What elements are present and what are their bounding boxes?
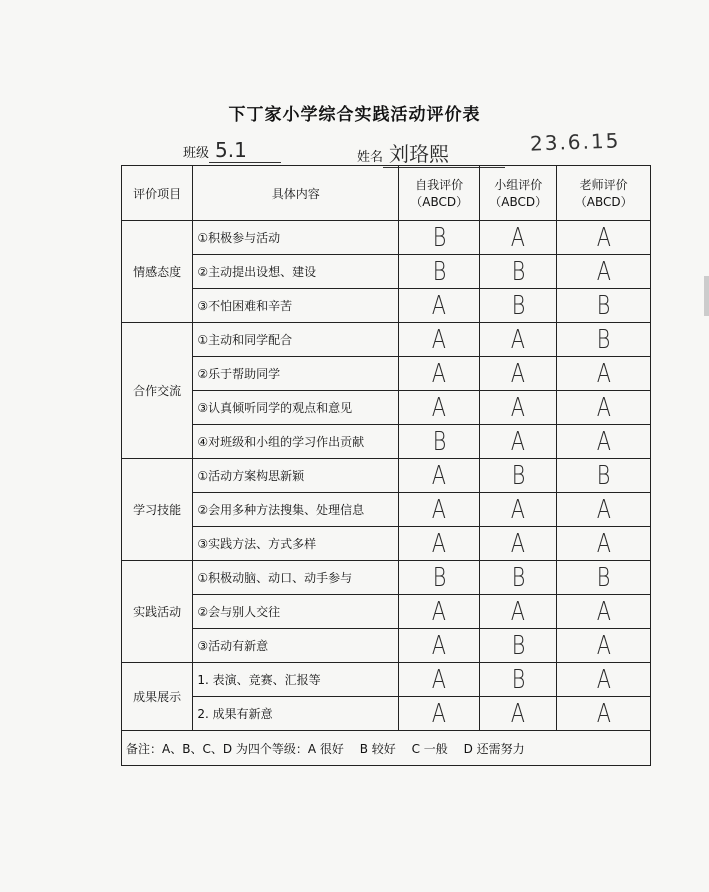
category-cell: 情感态度: [122, 221, 193, 323]
header-row: [122, 166, 651, 221]
teacher-grade: A: [596, 358, 611, 389]
table-row: [122, 289, 651, 323]
teacher-grade: B: [596, 324, 611, 355]
name-label: 姓名: [357, 150, 384, 165]
teacher-grade: A: [596, 698, 611, 729]
header-self: 自我评价（ABCD）: [399, 166, 480, 221]
group-grade: A: [511, 494, 526, 525]
item-cell: 1. 表演、竞赛、汇报等: [193, 663, 399, 697]
table-row: [122, 629, 651, 663]
item-cell: ②乐于帮助同学: [193, 357, 399, 391]
group-grade: A: [511, 392, 526, 423]
table-row: [122, 561, 651, 595]
self-grade: A: [432, 528, 447, 559]
class-label: 班级: [183, 146, 210, 161]
header-group: 小组评价（ABCD）: [480, 166, 557, 221]
self-grade: A: [432, 324, 447, 355]
table-row: [122, 493, 651, 527]
table-row: [122, 255, 651, 289]
table-row: [122, 391, 651, 425]
table-row: [122, 697, 651, 731]
item-cell: ②会与别人交往: [193, 595, 399, 629]
self-grade: B: [432, 222, 446, 253]
table-row: [122, 527, 651, 561]
table-row: [122, 221, 651, 255]
category-cell: 实践活动: [122, 561, 193, 663]
group-grade: A: [511, 426, 526, 457]
group-grade: B: [511, 256, 526, 287]
item-cell: ①积极参与活动: [193, 221, 399, 255]
table-row: [122, 459, 651, 493]
teacher-grade: A: [596, 596, 611, 627]
scan-edge-mark: [704, 276, 709, 316]
self-grade: A: [432, 290, 447, 321]
grade-legend-note: 备注：A、B、C、D 为四个等级：A 很好 B 较好 C 一般 D 还需努力: [122, 731, 651, 766]
teacher-grade: A: [596, 630, 611, 661]
self-grade: A: [432, 596, 447, 627]
group-grade: B: [511, 664, 526, 695]
self-grade: B: [432, 562, 446, 593]
self-grade: A: [432, 698, 447, 729]
item-cell: ③不怕困难和辛苦: [193, 289, 399, 323]
item-cell: ①活动方案构思新颖: [193, 459, 399, 493]
item-cell: ②会用多种方法搜集、处理信息: [193, 493, 399, 527]
item-cell: ③活动有新意: [193, 629, 399, 663]
item-cell: ④对班级和小组的学习作出贡献: [193, 425, 399, 459]
item-cell: ③实践方法、方式多样: [193, 527, 399, 561]
teacher-grade: A: [596, 664, 611, 695]
table-row: [122, 425, 651, 459]
group-grade: B: [511, 562, 526, 593]
self-grade: B: [432, 426, 446, 457]
teacher-grade: A: [596, 256, 611, 287]
self-grade: A: [432, 664, 447, 695]
item-cell: ③认真倾听同学的观点和意见: [193, 391, 399, 425]
teacher-grade: A: [596, 222, 611, 253]
category-cell: 学习技能: [122, 459, 193, 561]
teacher-grade: A: [596, 426, 611, 457]
item-cell: ①积极动脑、动口、动手参与: [193, 561, 399, 595]
teacher-grade: A: [596, 494, 611, 525]
header-teacher: 老师评价（ABCD）: [557, 166, 651, 221]
self-grade: A: [432, 460, 447, 491]
item-cell: ①主动和同学配合: [193, 323, 399, 357]
item-cell: ②主动提出设想、建设: [193, 255, 399, 289]
group-grade: A: [511, 222, 526, 253]
self-grade: B: [432, 256, 446, 287]
group-grade: B: [511, 460, 526, 491]
group-grade: A: [511, 528, 526, 559]
teacher-grade: B: [596, 290, 611, 321]
note-row: [122, 731, 651, 766]
evaluation-table: [121, 165, 651, 766]
table-row: [122, 357, 651, 391]
group-grade: B: [511, 290, 526, 321]
name-field: [357, 138, 505, 168]
group-grade: A: [511, 358, 526, 389]
item-cell: 2. 成果有新意: [193, 697, 399, 731]
group-grade: A: [511, 698, 526, 729]
category-cell: 合作交流: [122, 323, 193, 459]
category-cell: 成果展示: [122, 663, 193, 731]
table-row: [122, 663, 651, 697]
class-value: 5.1: [209, 138, 281, 163]
teacher-grade: A: [596, 528, 611, 559]
class-field: [183, 138, 281, 163]
self-grade: A: [432, 358, 447, 389]
group-grade: B: [511, 630, 526, 661]
teacher-grade: B: [596, 460, 611, 491]
form-title: 下丁家小学综合实践活动评价表: [228, 105, 481, 125]
self-grade: A: [432, 630, 447, 661]
teacher-grade: A: [596, 392, 611, 423]
self-grade: A: [432, 392, 447, 423]
group-grade: A: [511, 324, 526, 355]
header-content: 具体内容: [193, 166, 399, 221]
date-handwritten: 23.6.15: [529, 128, 621, 156]
table-row: [122, 595, 651, 629]
self-grade: A: [432, 494, 447, 525]
header-item: 评价项目: [122, 166, 193, 221]
group-grade: A: [511, 596, 526, 627]
table-row: [122, 323, 651, 357]
name-value: 刘珞熙: [383, 138, 505, 168]
teacher-grade: B: [596, 562, 611, 593]
